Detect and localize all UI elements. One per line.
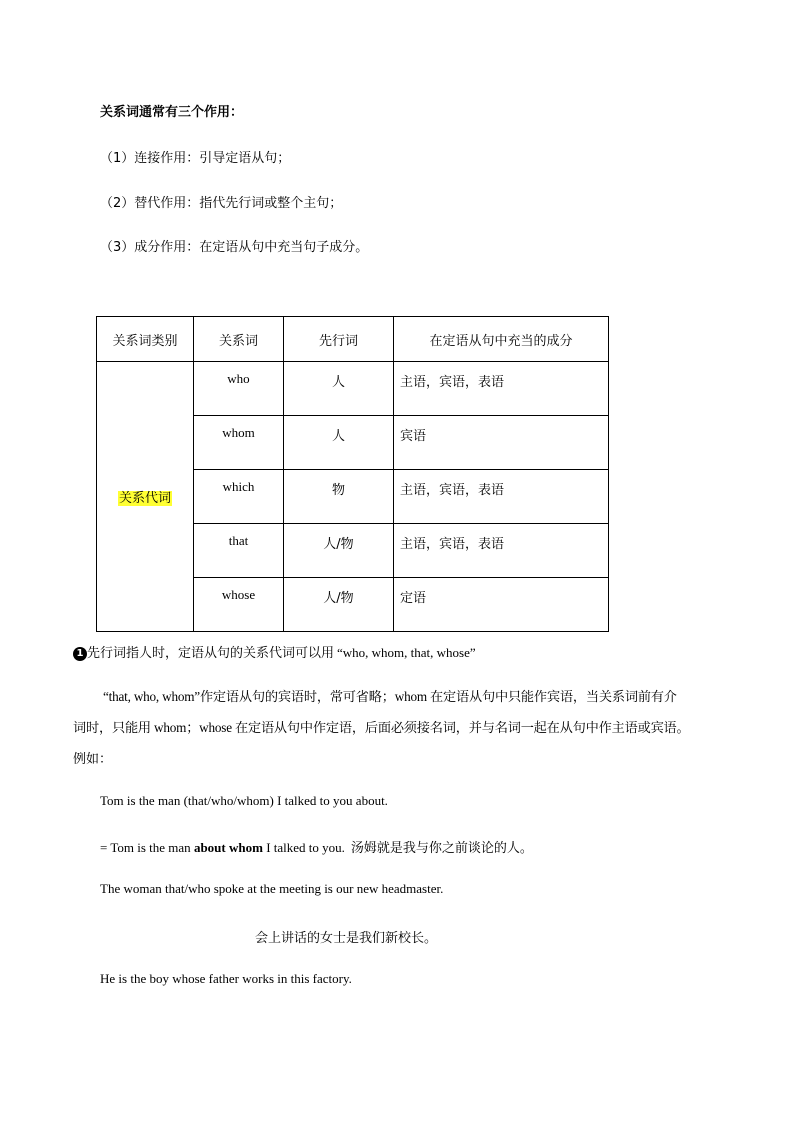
cell-antecedent: 人 [284, 362, 394, 416]
cell-role: 主语，宾语，表语 [394, 524, 609, 578]
section1-title-en: “who, whom, that, whose” [337, 645, 476, 660]
example-2 [100, 837, 533, 856]
cell-word: who [194, 362, 284, 416]
cell-role: 定语 [394, 578, 609, 632]
cell-word: whom [194, 416, 284, 470]
example-4: He is the boy whose father works in this factory. [100, 971, 352, 986]
example-3: The woman that/who spoke at the meeting is our new headmaster. [100, 881, 444, 896]
cell-role: 主语，宾语，表语 [394, 362, 609, 416]
section1-para-line2: 词时，只能用 whom；whose 在定语从句中作定语，后面必须接名词，并与名词一起在从句中作主语或宾语。 [73, 720, 690, 735]
cell-role: 宾语 [394, 416, 609, 470]
cell-role: 主语，宾语，表语 [394, 470, 609, 524]
example-2-pre: = Tom is the man [100, 840, 194, 855]
intro-item-3: （3）成分作用：在定语从句中充当句子成分。 [100, 240, 369, 255]
relative-word-table [96, 316, 609, 632]
category-highlight: 关系代词 [118, 491, 171, 506]
cell-antecedent: 人 [284, 416, 394, 470]
section1-para-line3: 例如： [73, 752, 113, 767]
cell-word: that [194, 524, 284, 578]
example-3-translation: 会上讲话的女士是我们新校长。 [255, 931, 438, 946]
header-role: 在定语从句中充当的成分 [394, 317, 609, 362]
table-header-row [97, 317, 609, 362]
table-row [97, 362, 609, 416]
example-1: Tom is the man (that/who/whom) I talked to you about. [100, 793, 388, 808]
category-cell [97, 362, 194, 632]
intro-heading: 关系词通常有三个作用： [100, 105, 244, 120]
header-antecedent: 先行词 [284, 317, 394, 362]
intro-item-2: （2）替代作用：指代先行词或整个主句； [100, 196, 343, 211]
cell-word: whose [194, 578, 284, 632]
header-word: 关系词 [194, 317, 284, 362]
cell-word: which [194, 470, 284, 524]
section1-para-line1: “that, who, whom”作定语从句的宾语时，常可省略；whom 在定语从句中只能作宾语，当关系词前有介 [103, 689, 677, 704]
intro-item-1: （1）连接作用：引导定语从句； [100, 151, 291, 166]
section1-title-cn: 先行词指人时，定语从句的关系代词可以用 [87, 646, 335, 661]
example-2-translation: 汤姆就是我与你之前谈论的人。 [350, 841, 533, 856]
section1-title [73, 642, 476, 661]
example-2-bold: about whom [193, 840, 263, 855]
cell-antecedent: 物 [284, 470, 394, 524]
cell-antecedent: 人/物 [284, 524, 394, 578]
header-category: 关系词类别 [97, 317, 194, 362]
circled-number-marker: 1 [73, 647, 87, 661]
example-2-post: I talked to you. [262, 840, 345, 855]
cell-antecedent: 人/物 [284, 578, 394, 632]
